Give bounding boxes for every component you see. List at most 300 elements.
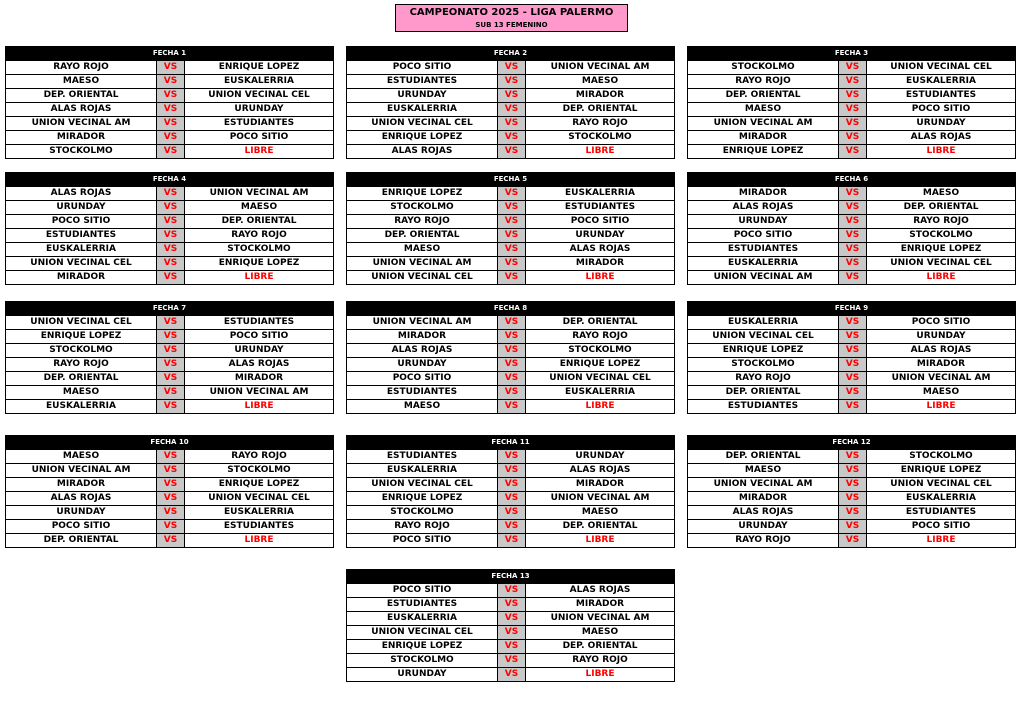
vs-label: VS (497, 75, 526, 88)
home-team: MIRADOR (738, 188, 788, 198)
home-team: EUSKALERRIA (387, 613, 457, 623)
vs-label: VS (156, 117, 185, 130)
fecha-block (687, 435, 1016, 548)
vs-label: VS (497, 131, 526, 144)
match-row (6, 130, 333, 144)
championship-title: CAMPEONATO 2025 - LIGA PALERMO (409, 7, 614, 18)
vs-label: VS (497, 626, 526, 639)
away-team: MIRADOR (916, 359, 966, 369)
vs-label: VS (156, 330, 185, 343)
away-team: DEP. ORIENTAL (221, 216, 297, 226)
home-team: DEP. ORIENTAL (384, 230, 460, 240)
vs-label: VS (156, 271, 185, 284)
vs-label: VS (497, 271, 526, 284)
vs-label: VS (497, 464, 526, 477)
away-team: STOCKOLMO (227, 244, 291, 254)
away-team: EUSKALERRIA (906, 493, 976, 503)
match-row (347, 214, 674, 228)
vs-label: VS (838, 145, 867, 158)
vs-label: VS (497, 506, 526, 519)
home-team: STOCKOLMO (49, 146, 113, 156)
vs-label: VS (838, 61, 867, 74)
vs-label: VS (156, 131, 185, 144)
match-row (688, 505, 1015, 519)
away-team: RAYO ROJO (572, 118, 628, 128)
match-row (6, 270, 333, 284)
match-row (347, 625, 674, 639)
away-team: MAESO (581, 627, 619, 637)
away-team: MIRADOR (575, 258, 625, 268)
match-row (688, 315, 1015, 329)
vs-label: VS (156, 316, 185, 329)
home-team: ESTUDIANTES (727, 244, 799, 254)
home-team: MIRADOR (738, 493, 788, 503)
vs-label: VS (156, 520, 185, 533)
match-row (347, 491, 674, 505)
away-team: ENRIQUE LOPEZ (900, 465, 982, 475)
away-team: UNION VECINAL CEL (208, 493, 310, 503)
home-team: ESTUDIANTES (386, 599, 458, 609)
vs-label: VS (838, 400, 867, 413)
match-row (688, 200, 1015, 214)
vs-label: VS (497, 330, 526, 343)
vs-label: VS (497, 520, 526, 533)
vs-label: VS (497, 187, 526, 200)
away-team: UNION VECINAL AM (550, 62, 650, 72)
bye-label: LIBRE (244, 535, 274, 545)
vs-label: VS (156, 257, 185, 270)
home-team: POCO SITIO (392, 535, 452, 545)
match-row (347, 667, 674, 681)
away-team: MIRADOR (575, 90, 625, 100)
home-team: UNION VECINAL AM (713, 479, 813, 489)
home-team: URUNDAY (397, 90, 447, 100)
match-row (347, 144, 674, 158)
home-team: MIRADOR (56, 479, 106, 489)
match-row (688, 130, 1015, 144)
vs-label: VS (838, 243, 867, 256)
match-row (6, 74, 333, 88)
match-row (688, 385, 1015, 399)
fecha-title: FECHA 13 (347, 569, 674, 583)
vs-label: VS (497, 534, 526, 547)
home-team: UNION VECINAL CEL (712, 331, 814, 341)
vs-label: VS (838, 215, 867, 228)
vs-label: VS (497, 386, 526, 399)
match-row (347, 130, 674, 144)
home-team: MIRADOR (738, 132, 788, 142)
vs-label: VS (156, 372, 185, 385)
home-team: MAESO (62, 451, 100, 461)
match-row (6, 186, 333, 200)
home-team: ENRIQUE LOPEZ (40, 331, 122, 341)
vs-label: VS (838, 372, 867, 385)
home-team: RAYO ROJO (53, 62, 109, 72)
home-team: POCO SITIO (392, 62, 452, 72)
match-row (347, 597, 674, 611)
vs-label: VS (838, 344, 867, 357)
away-team: ESTUDIANTES (564, 202, 636, 212)
away-team: EUSKALERRIA (565, 387, 635, 397)
vs-label: VS (156, 358, 185, 371)
away-team: DEP. ORIENTAL (562, 521, 638, 531)
home-team: EUSKALERRIA (728, 317, 798, 327)
home-team: ESTUDIANTES (45, 230, 117, 240)
home-team: ALAS ROJAS (391, 345, 453, 355)
home-team: ESTUDIANTES (727, 401, 799, 411)
bye-label: LIBRE (585, 146, 615, 156)
home-team: STOCKOLMO (731, 359, 795, 369)
bye-label: LIBRE (585, 535, 615, 545)
home-team: ALAS ROJAS (732, 507, 794, 517)
match-row (688, 186, 1015, 200)
match-row (6, 242, 333, 256)
match-row (688, 357, 1015, 371)
away-team: UNION VECINAL CEL (208, 90, 310, 100)
away-team: EUSKALERRIA (906, 76, 976, 86)
vs-label: VS (497, 145, 526, 158)
home-team: ALAS ROJAS (50, 493, 112, 503)
away-team: MAESO (922, 387, 960, 397)
home-team: ESTUDIANTES (386, 76, 458, 86)
away-team: UNION VECINAL CEL (890, 479, 992, 489)
home-team: DEP. ORIENTAL (43, 90, 119, 100)
home-team: POCO SITIO (392, 373, 452, 383)
match-row (347, 228, 674, 242)
vs-label: VS (497, 201, 526, 214)
home-team: MIRADOR (56, 272, 106, 282)
match-row (347, 653, 674, 667)
match-row (347, 449, 674, 463)
match-row (6, 371, 333, 385)
home-team: URUNDAY (738, 521, 788, 531)
away-team: URUNDAY (916, 118, 966, 128)
home-team: STOCKOLMO (390, 202, 454, 212)
home-team: UNION VECINAL AM (31, 118, 131, 128)
match-row (347, 242, 674, 256)
vs-label: VS (156, 400, 185, 413)
match-row (6, 329, 333, 343)
home-team: ENRIQUE LOPEZ (381, 493, 463, 503)
fecha-title: FECHA 2 (347, 46, 674, 60)
away-team: ALAS ROJAS (910, 132, 972, 142)
home-team: UNION VECINAL CEL (371, 272, 473, 282)
match-row (347, 639, 674, 653)
home-team: UNION VECINAL CEL (30, 317, 132, 327)
vs-label: VS (838, 478, 867, 491)
home-team: ENRIQUE LOPEZ (381, 641, 463, 651)
vs-label: VS (838, 330, 867, 343)
vs-label: VS (838, 358, 867, 371)
vs-label: VS (156, 243, 185, 256)
away-team: RAYO ROJO (572, 331, 628, 341)
vs-label: VS (497, 243, 526, 256)
home-team: URUNDAY (56, 507, 106, 517)
match-row (6, 533, 333, 547)
home-team: UNION VECINAL AM (372, 317, 472, 327)
fecha-block (5, 301, 334, 414)
home-team: MAESO (62, 76, 100, 86)
home-team: ALAS ROJAS (50, 188, 112, 198)
match-row (6, 463, 333, 477)
vs-label: VS (838, 75, 867, 88)
match-row (688, 116, 1015, 130)
match-row (347, 74, 674, 88)
fecha-title: FECHA 6 (688, 172, 1015, 186)
away-team: MIRADOR (234, 373, 284, 383)
away-team: RAYO ROJO (572, 655, 628, 665)
home-team: ALAS ROJAS (391, 146, 453, 156)
fecha-title: FECHA 12 (688, 435, 1015, 449)
vs-label: VS (838, 117, 867, 130)
away-team: MIRADOR (575, 479, 625, 489)
match-row (347, 60, 674, 74)
match-row (347, 315, 674, 329)
fecha-title: FECHA 4 (6, 172, 333, 186)
away-team: ESTUDIANTES (223, 521, 295, 531)
vs-label: VS (497, 598, 526, 611)
away-team: ALAS ROJAS (569, 244, 631, 254)
away-team: EUSKALERRIA (565, 188, 635, 198)
match-row (688, 519, 1015, 533)
vs-label: VS (838, 201, 867, 214)
bye-label: LIBRE (926, 535, 956, 545)
home-team: RAYO ROJO (53, 359, 109, 369)
match-row (688, 60, 1015, 74)
home-team: URUNDAY (56, 202, 106, 212)
away-team: UNION VECINAL CEL (890, 258, 992, 268)
fecha-block (687, 172, 1016, 285)
home-team: MAESO (403, 401, 441, 411)
home-team: MIRADOR (397, 331, 447, 341)
vs-label: VS (156, 506, 185, 519)
home-team: ENRIQUE LOPEZ (722, 146, 804, 156)
home-team: ESTUDIANTES (386, 387, 458, 397)
vs-label: VS (156, 187, 185, 200)
match-row (347, 343, 674, 357)
home-team: ENRIQUE LOPEZ (381, 132, 463, 142)
away-team: UNION VECINAL AM (891, 373, 991, 383)
away-team: ALAS ROJAS (228, 359, 290, 369)
match-row (6, 144, 333, 158)
match-row (688, 491, 1015, 505)
match-row (688, 329, 1015, 343)
away-team: RAYO ROJO (913, 216, 969, 226)
home-team: UNION VECINAL CEL (371, 479, 473, 489)
match-row (688, 144, 1015, 158)
vs-label: VS (497, 584, 526, 597)
match-row (688, 449, 1015, 463)
match-row (347, 200, 674, 214)
away-team: URUNDAY (575, 230, 625, 240)
away-team: UNION VECINAL CEL (549, 373, 651, 383)
fecha-title: FECHA 10 (6, 435, 333, 449)
match-row (347, 270, 674, 284)
fecha-block (346, 569, 675, 682)
vs-label: VS (497, 316, 526, 329)
home-team: RAYO ROJO (394, 216, 450, 226)
match-row (347, 477, 674, 491)
match-row (6, 60, 333, 74)
match-row (688, 102, 1015, 116)
bye-label: LIBRE (926, 146, 956, 156)
match-row (688, 477, 1015, 491)
vs-label: VS (156, 478, 185, 491)
vs-label: VS (838, 520, 867, 533)
fecha-block (346, 46, 675, 159)
match-row (688, 463, 1015, 477)
championship-subtitle: SUB 13 FEMENINO (475, 21, 548, 29)
match-row (6, 491, 333, 505)
away-team: POCO SITIO (229, 331, 289, 341)
away-team: ENRIQUE LOPEZ (218, 62, 300, 72)
fecha-block (687, 301, 1016, 414)
away-team: ESTUDIANTES (223, 118, 295, 128)
away-team: UNION VECINAL AM (550, 493, 650, 503)
vs-label: VS (156, 215, 185, 228)
vs-label: VS (838, 89, 867, 102)
fecha-title: FECHA 11 (347, 435, 674, 449)
vs-label: VS (156, 61, 185, 74)
away-team: STOCKOLMO (568, 345, 632, 355)
match-row (6, 214, 333, 228)
away-team: POCO SITIO (570, 216, 630, 226)
away-team: DEP. ORIENTAL (562, 104, 638, 114)
match-row (347, 102, 674, 116)
match-row (688, 228, 1015, 242)
home-team: ENRIQUE LOPEZ (381, 188, 463, 198)
match-row (6, 519, 333, 533)
home-team: UNION VECINAL AM (31, 465, 131, 475)
home-team: UNION VECINAL AM (372, 258, 472, 268)
vs-label: VS (156, 229, 185, 242)
match-row (688, 242, 1015, 256)
vs-label: VS (497, 400, 526, 413)
home-team: MAESO (744, 104, 782, 114)
match-row (688, 88, 1015, 102)
match-row (6, 228, 333, 242)
home-team: EUSKALERRIA (387, 465, 457, 475)
fecha-block (687, 46, 1016, 159)
vs-label: VS (497, 215, 526, 228)
home-team: DEP. ORIENTAL (725, 451, 801, 461)
match-row (6, 315, 333, 329)
fecha-title: FECHA 9 (688, 301, 1015, 315)
vs-label: VS (838, 229, 867, 242)
match-row (6, 256, 333, 270)
fecha-block (346, 301, 675, 414)
bye-label: LIBRE (244, 146, 274, 156)
away-team: UNION VECINAL CEL (890, 62, 992, 72)
vs-label: VS (497, 640, 526, 653)
match-row (347, 399, 674, 413)
away-team: DEP. ORIENTAL (903, 202, 979, 212)
away-team: ENRIQUE LOPEZ (900, 244, 982, 254)
match-row (6, 449, 333, 463)
home-team: EUSKALERRIA (728, 258, 798, 268)
match-row (6, 200, 333, 214)
bye-label: LIBRE (926, 272, 956, 282)
vs-label: VS (156, 464, 185, 477)
home-team: ALAS ROJAS (732, 202, 794, 212)
away-team: ALAS ROJAS (569, 465, 631, 475)
away-team: URUNDAY (916, 331, 966, 341)
home-team: UNION VECINAL AM (713, 272, 813, 282)
match-row (6, 102, 333, 116)
match-row (688, 214, 1015, 228)
match-row (6, 343, 333, 357)
away-team: UNION VECINAL AM (209, 387, 309, 397)
away-team: URUNDAY (575, 451, 625, 461)
bye-label: LIBRE (585, 272, 615, 282)
home-team: MIRADOR (56, 132, 106, 142)
vs-label: VS (838, 187, 867, 200)
home-team: STOCKOLMO (390, 507, 454, 517)
home-team: UNION VECINAL CEL (371, 627, 473, 637)
away-team: POCO SITIO (911, 317, 971, 327)
vs-label: VS (497, 229, 526, 242)
home-team: DEP. ORIENTAL (725, 387, 801, 397)
away-team: ENRIQUE LOPEZ (218, 258, 300, 268)
home-team: EUSKALERRIA (46, 401, 116, 411)
vs-label: VS (497, 612, 526, 625)
fecha-title: FECHA 7 (6, 301, 333, 315)
away-team: STOCKOLMO (568, 132, 632, 142)
match-row (688, 343, 1015, 357)
vs-label: VS (497, 344, 526, 357)
away-team: MAESO (240, 202, 278, 212)
home-team: STOCKOLMO (390, 655, 454, 665)
vs-label: VS (156, 450, 185, 463)
home-team: RAYO ROJO (394, 521, 450, 531)
vs-label: VS (156, 89, 185, 102)
match-row (6, 357, 333, 371)
home-team: UNION VECINAL AM (713, 118, 813, 128)
match-row (6, 385, 333, 399)
away-team: STOCKOLMO (227, 465, 291, 475)
vs-label: VS (156, 386, 185, 399)
away-team: ESTUDIANTES (905, 90, 977, 100)
vs-label: VS (838, 103, 867, 116)
away-team: ENRIQUE LOPEZ (559, 359, 641, 369)
match-row (347, 371, 674, 385)
match-row (347, 329, 674, 343)
fecha-block (5, 435, 334, 548)
vs-label: VS (497, 117, 526, 130)
match-row (347, 186, 674, 200)
fecha-block (346, 172, 675, 285)
match-row (347, 88, 674, 102)
away-team: ENRIQUE LOPEZ (218, 479, 300, 489)
match-row (688, 399, 1015, 413)
fecha-block (5, 172, 334, 285)
vs-label: VS (497, 492, 526, 505)
away-team: POCO SITIO (911, 104, 971, 114)
vs-label: VS (497, 668, 526, 681)
bye-label: LIBRE (244, 401, 274, 411)
away-team: EUSKALERRIA (224, 507, 294, 517)
away-team: EUSKALERRIA (224, 76, 294, 86)
home-team: MAESO (744, 465, 782, 475)
vs-label: VS (156, 344, 185, 357)
vs-label: VS (156, 103, 185, 116)
away-team: STOCKOLMO (909, 451, 973, 461)
vs-label: VS (838, 271, 867, 284)
match-row (6, 88, 333, 102)
vs-label: VS (838, 386, 867, 399)
fecha-title: FECHA 1 (6, 46, 333, 60)
home-team: URUNDAY (397, 359, 447, 369)
